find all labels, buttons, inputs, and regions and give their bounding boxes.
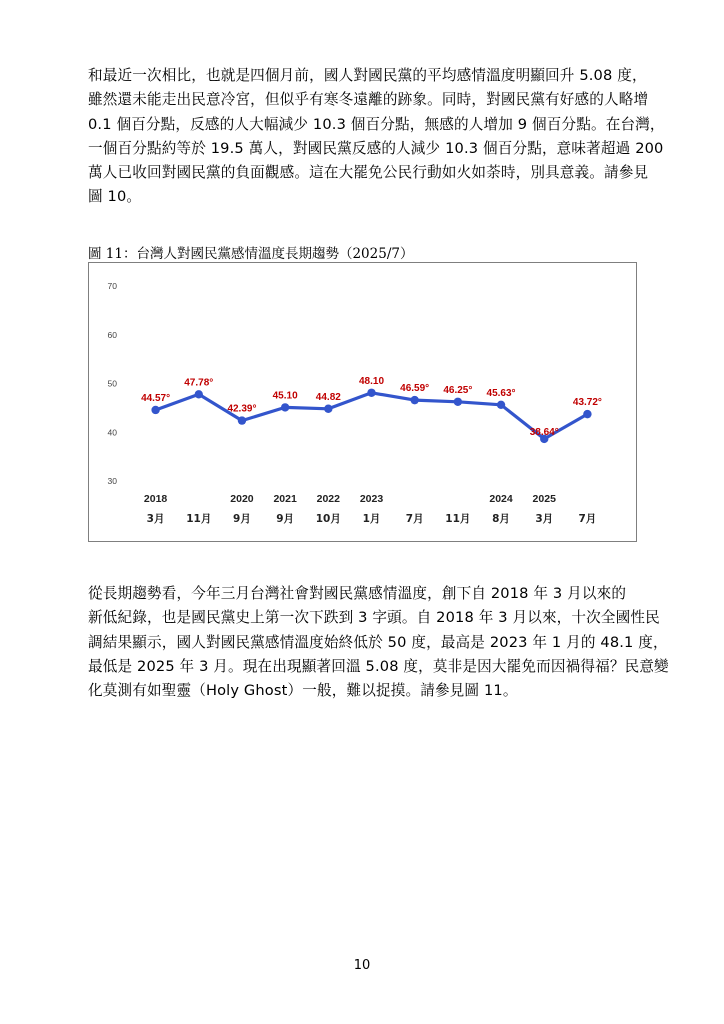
x-month-label: 11月: [445, 513, 471, 525]
y-tick-label: 40: [107, 427, 117, 438]
y-tick-label: 60: [107, 329, 117, 340]
paragraph-line: 一個百分點約等於 19.5 萬人，對國民黨反感的人減少 10.3 個百分點，意味著超過 200: [88, 139, 664, 157]
paragraph-line: 雖然還未能走出民意冷宮，但似乎有寒冬遠離的跡象。同時，對國民黨有好感的人略增: [88, 91, 649, 109]
y-tick-label: 50: [107, 378, 117, 389]
data-point: [151, 406, 159, 414]
paragraph-line: 新低紀錄，也是國民黨史上第一次下跌到 3 字頭。自 2018 年 3 月以來，十次全國性民: [88, 609, 660, 627]
data-label: 45.10: [272, 390, 298, 402]
line-chart: [89, 263, 636, 541]
x-year-label: 2022: [316, 493, 340, 505]
x-year-label: 2025: [532, 493, 556, 505]
x-month-label: 3月: [535, 513, 554, 525]
x-month-label: 9月: [276, 513, 295, 525]
data-label: 46.25°: [443, 384, 473, 396]
data-point: [195, 390, 203, 398]
data-point: [410, 396, 418, 404]
data-point: [454, 398, 462, 406]
paragraph-line: 最低是 2025 年 3 月。現在出現顯著回溫 5.08 度，莫非是因大罷免而因禍得福？民意變: [88, 657, 669, 675]
paragraph-line: 調結果顯示，國人對國民黨感情溫度始終低於 50 度，最高是 2023 年 1 月的 48.1 度，: [88, 633, 668, 651]
data-point: [367, 389, 375, 397]
x-month-label: 9月: [233, 513, 251, 525]
figure-caption: 圖 11：台灣人對國民黨感情溫度長期趨勢（2025/7）: [88, 246, 414, 262]
x-year-label: 2020: [230, 493, 254, 505]
paragraph-line: 萬人已收回對國民黨的負面觀感。這在大罷免公民行動如火如荼時，別具意義。請參見: [88, 164, 649, 182]
paragraph-2: [88, 582, 669, 703]
paragraph-1: [88, 64, 665, 210]
data-point: [238, 416, 246, 424]
x-year-label: 2023: [359, 493, 384, 505]
x-year-label: 2018: [143, 493, 168, 505]
page-number: 10: [353, 958, 371, 973]
data-label: 44.82: [315, 391, 341, 403]
data-label: 44.57°: [141, 392, 171, 404]
data-label: 45.63°: [486, 387, 516, 399]
series-line: [156, 393, 588, 439]
paragraph-line: 從長期趨勢看，今年三月台灣社會對國民黨感情溫度，創下自 2018 年 3 月以來的: [88, 585, 627, 602]
x-month-label: 11月: [186, 513, 212, 525]
chart-frame: [88, 262, 637, 542]
data-label: 48.10: [358, 375, 385, 387]
data-point: [583, 410, 591, 418]
data-label: 42.39°: [227, 403, 257, 415]
x-month-label: 7月: [578, 513, 597, 525]
y-tick-label: 70: [107, 281, 117, 291]
x-month-label: 7月: [405, 513, 424, 525]
paragraph-line: 0.1 個百分點，反感的人大幅減少 10.3 個百分點，無感的人增加 9 個百分點。在台灣，: [88, 115, 665, 133]
paragraph-line: 化莫測有如聖靈（Holy Ghost）一般，難以捉摸。請參見圖 11。: [88, 682, 518, 700]
paragraph-line: 圖 10。: [88, 188, 142, 206]
y-tick-label: 30: [107, 476, 117, 486]
data-label: 47.78°: [184, 377, 214, 389]
x-month-label: 10月: [315, 513, 341, 525]
x-year-label: 2021: [273, 493, 297, 505]
paragraph-line: 和最近一次相比，也就是四個月前，國人對國民黨的平均感情溫度明顯回升 5.08 度，: [88, 67, 647, 84]
data-label: 38.64°: [529, 426, 559, 438]
x-year-label: 2024: [489, 493, 513, 505]
data-label: 46.59°: [400, 383, 430, 395]
data-label: 43.72°: [572, 397, 602, 409]
x-month-label: 8月: [492, 513, 510, 525]
data-point: [281, 403, 289, 411]
data-point: [497, 401, 505, 409]
data-point: [324, 405, 332, 413]
x-month-label: 1月: [362, 513, 381, 525]
x-month-label: 3月: [146, 513, 165, 525]
